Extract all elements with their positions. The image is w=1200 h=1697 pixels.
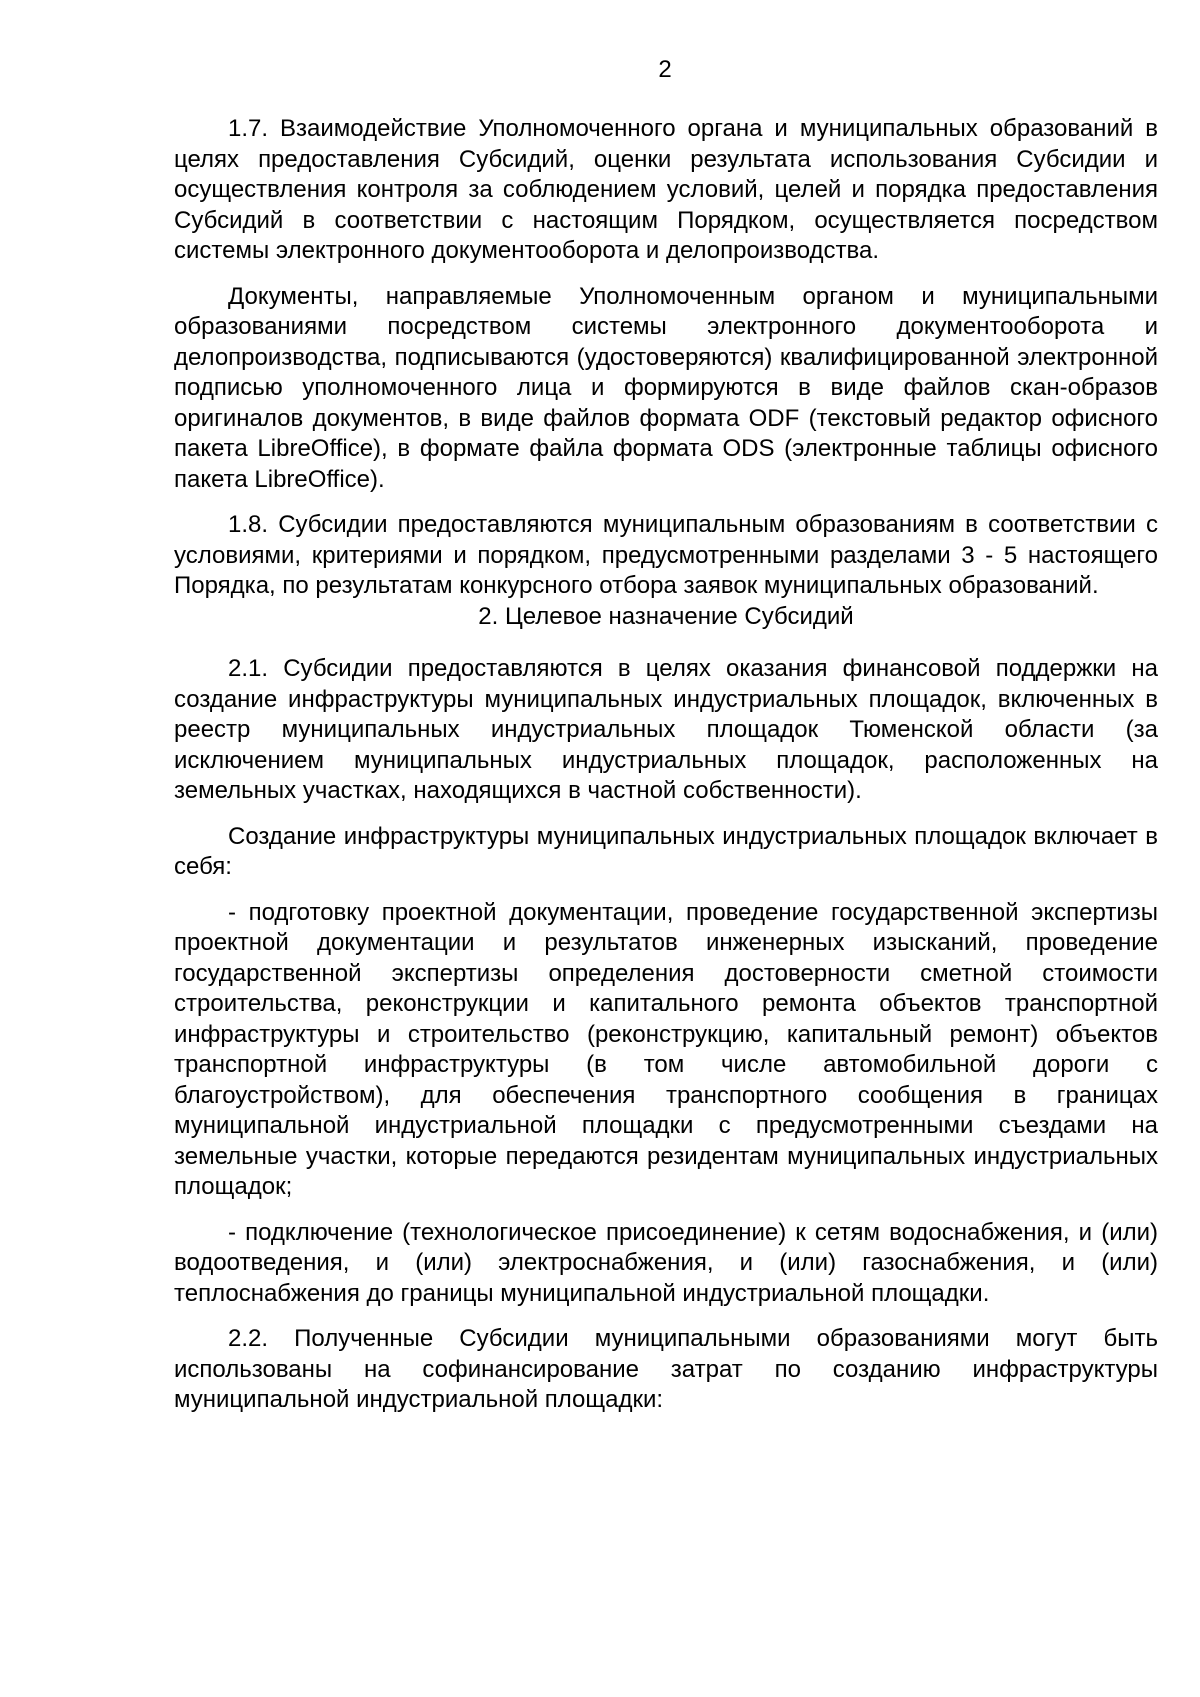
paragraph-1-7-documents: Документы, направляемые Уполномоченным органом и муниципальными образованиями посредством системы электронного документооборота и делопроизводства, подписываются (удостоверяются) квалифицированной электронной подписью уполномоченного лица и формируются в виде файлов скан-образов оригиналов документов, в виде файлов формата ODF (текстовый редактор офисного пакета LibreOffice), в формате файла формата ODS (электронные таблицы офисного пакета LibreOffice).	[174, 282, 1158, 493]
list-item-utility-connection: - подключение (технологическое присоединение) к сетям водоснабжения, и (или) водоотведения, и (или) электроснабжения, и (или) газоснабжения, и (или) теплоснабжения до границы муниципальной индустриальной площадки.	[174, 1218, 1158, 1307]
paragraph-1-7: 1.7. Взаимодействие Уполномоченного органа и муниципальных образований в целях предоставления Субсидий, оценки результата использования Субсидии и осуществления контроля за соблюдением условий, целей и порядка предоставления Субсидий в соответствии с настоящим Порядком, осуществляется посредством системы электронного документооборота и делопроизводства.	[174, 115, 1158, 264]
paragraph-2-1: 2.1. Субсидии предоставляются в целях оказания финансовой поддержки на создание инфраструктуры муниципальных индустриальных площадок, включенных в реестр муниципальных индустриальных площадок Тюменской области (за исключением муниципальных индустриальных площадок, расположенных на земельных участках, находящихся в частной собственности).	[174, 655, 1158, 804]
section-2-heading: 2. Целевое назначение Субсидий	[478, 602, 854, 630]
document-body	[174, 114, 1158, 1416]
page-number: 2	[658, 56, 672, 83]
paragraph-2-1-includes: Создание инфраструктуры муниципальных индустриальных площадок включает в себя:	[174, 822, 1158, 880]
paragraph-2-2: 2.2. Полученные Субсидии муниципальными образованиями могут быть использованы на софинансирование затрат по созданию инфраструктуры муниципальной индустриальной площадки:	[174, 1325, 1158, 1413]
paragraph-1-8: 1.8. Субсидии предоставляются муниципальным образованиям в соответствии с условиями, критериями и порядком, предусмотренными разделами 3 - 5 настоящего Порядка, по результатам конкурсного отбора заявок муниципальных образований.	[174, 511, 1158, 599]
list-item-project-documentation: - подготовку проектной документации, проведение государственной экспертизы проектной документации и результатов инженерных изысканий, проведение государственной экспертизы определения достоверности сметной стоимости строительства, реконструкции и капитального ремонта объектов транспортной инфраструктуры и строительство (реконструкцию, капитальный ремонт) объектов транспортной инфраструктуры (в том числе автомобильной дороги с благоустройством), для обеспечения транспортного сообщения в границах муниципальной индустриальной площадки с предусмотренными съездами на земельные участки, которые передаются резидентам муниципальных индустриальных площадок;	[174, 898, 1158, 1200]
